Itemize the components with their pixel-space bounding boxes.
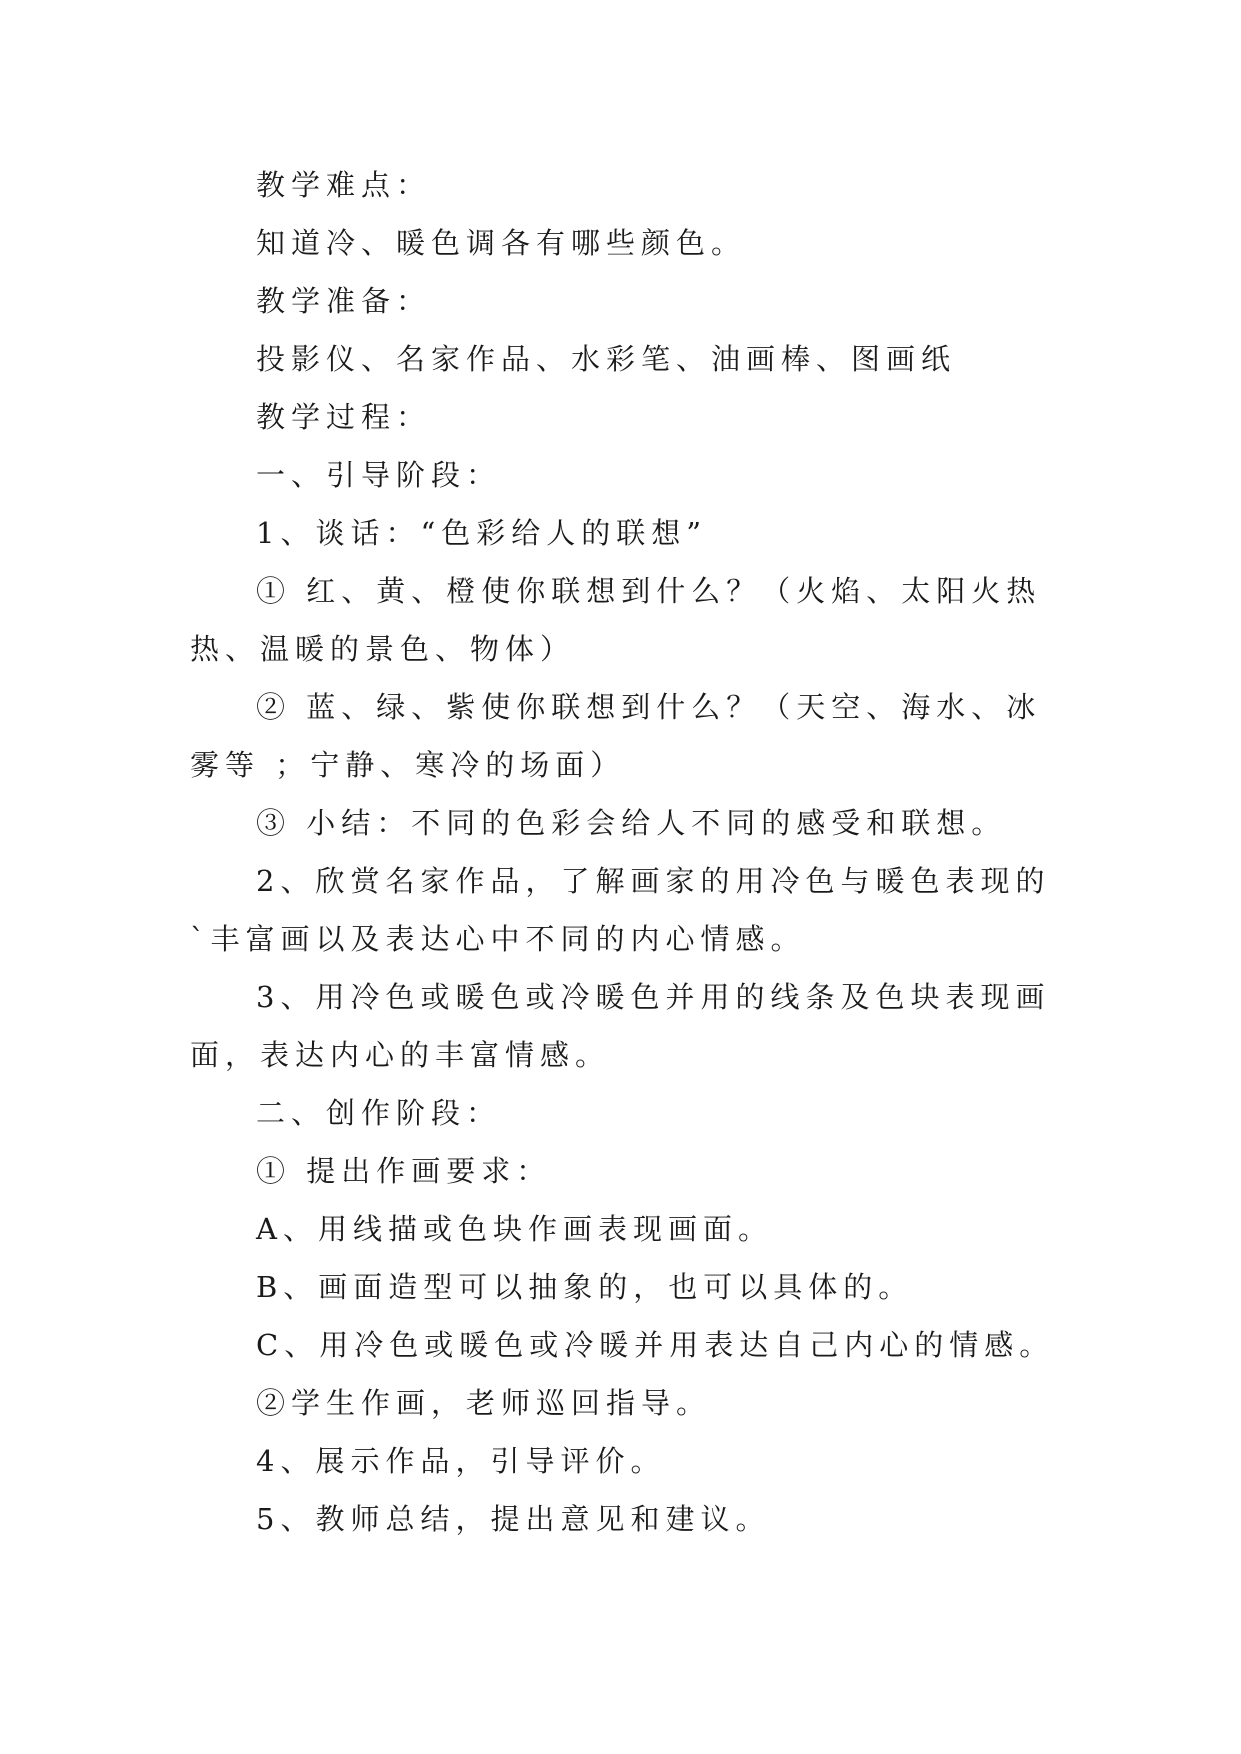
heading-teaching-preparation: 教学准备： [256, 284, 432, 318]
document-body [190, 156, 1070, 1548]
paragraph-preparation-materials: 投影仪、名家作品、水彩笔、油画棒、图画纸 [256, 342, 957, 376]
paragraph-cool-colors: ② 蓝、绿、紫使你联想到什么？（天空、海水、冰雾等 ；宁静、寒冷的场面） [190, 690, 1042, 782]
paragraph-warm-colors: ① 红、黄、橙使你联想到什么？（火焰、太阳火热热、温暖的景色、物体） [190, 574, 1042, 666]
paragraph-appreciate-works: 2、欣赏名家作品，了解画家的用冷色与暖色表现的`丰富画以及表达心中不同的内心情感。 [190, 864, 1051, 956]
heading-teaching-difficulty: 教学难点： [256, 168, 432, 202]
paragraph-requirement-c: C、用冷色或暖色或冷暖并用表达自己内心的情感。 [256, 1328, 1055, 1362]
paragraph-show-works: 4、展示作品，引导评价。 [256, 1444, 666, 1478]
paragraph-talk: 1、谈话：“色彩给人的联想” [256, 516, 708, 550]
paragraph-express-emotion: 3、用冷色或暖色或冷暖色并用的线条及色块表现画面，表达内心的丰富情感。 [190, 980, 1051, 1072]
heading-teaching-process: 教学过程： [256, 400, 432, 434]
paragraph-requirement-b: B、画面造型可以抽象的，也可以具体的。 [256, 1270, 914, 1304]
heading-creation-stage: 二、创作阶段： [256, 1096, 502, 1130]
heading-guidance-stage: 一、引导阶段： [256, 458, 502, 492]
paragraph-summary: ③ 小结：不同的色彩会给人不同的感受和联想。 [256, 806, 1007, 840]
paragraph-difficulty-content: 知道冷、暖色调各有哪些颜色。 [256, 226, 747, 260]
paragraph-teacher-summary: 5、教师总结，提出意见和建议。 [256, 1502, 771, 1536]
paragraph-student-drawing: ②学生作画，老师巡回指导。 [256, 1386, 712, 1420]
paragraph-drawing-requirements: ① 提出作画要求： [256, 1154, 552, 1188]
paragraph-requirement-a: A、用线描或色块作画表现画面。 [256, 1212, 773, 1246]
